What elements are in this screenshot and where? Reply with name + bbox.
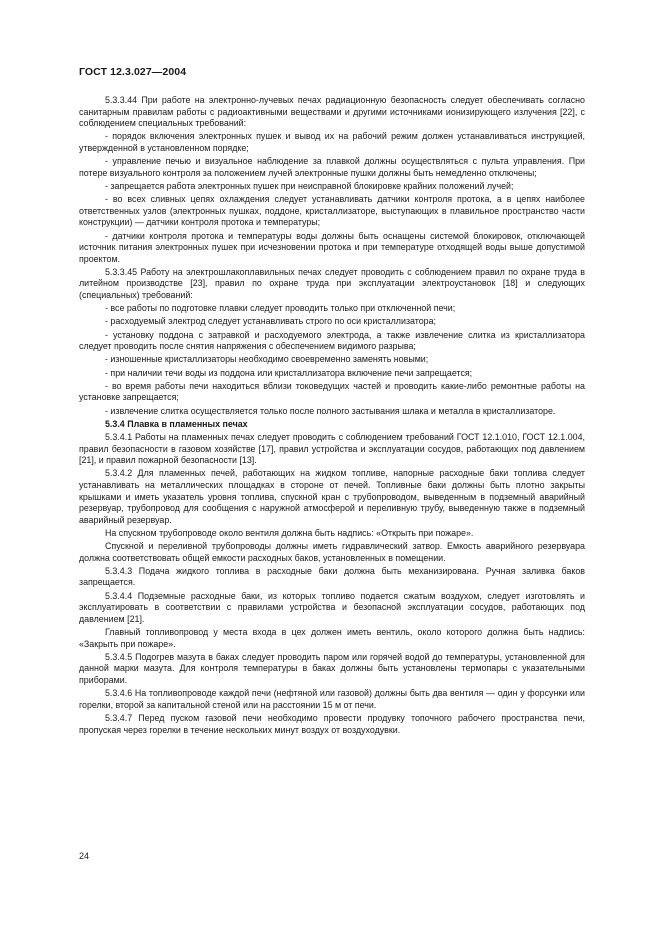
paragraph: 5.3.3.44 При работе на электронно-лучевых печах радиационную безопасность следует обеспечивать согласно санитарным правилам работы с радиоактивными веществами и другими источниками ионизирующего излучения [22], с соблюдением специальных требований: bbox=[79, 95, 585, 129]
paragraph: На спускном трубопроводе около вентиля должна быть надпись: «Открыть при пожаре». bbox=[105, 527, 474, 538]
page-number: 24 bbox=[79, 851, 90, 861]
list-item: - запрещается работа электронных пушек при неисправной блокировке крайних положений лучей; bbox=[105, 180, 514, 191]
list-item: - во время работы печи находиться вблизи токоведущих частей и проводить какие-либо ремонтные работы на установке запрещается; bbox=[79, 380, 585, 403]
list-item: - расходуемый электрод следует устанавливать строго по оси кристаллизатора; bbox=[105, 316, 436, 327]
paragraph: 5.3.4.4 Подземные расходные баки, из которых топливо подается сжатым воздухом, следует изготовлять и эксплуатировать в соответствии с правилами устройства и безопасной эксплуатации сосудов, работающих под давлением [21]. bbox=[79, 590, 585, 624]
list-item: - порядок включения электронных пушек и вывод их на рабочий режим должен устанавливаться инструкцией, утвержденной в установленном порядке; bbox=[79, 131, 585, 153]
document-body bbox=[79, 95, 585, 738]
paragraph: 5.3.4.7 Перед пуском газовой печи необходимо провести продувку топочного рабочего пространства печи, пропуская через горелки в течение нескольких минут воздух от воздуходувки. bbox=[79, 712, 585, 735]
paragraph: 5.3.4.5 Подогрев мазута в баках следует проводить паром или горячей водой до температуры, установленной для данной марки мазута. Для контроля температуры в баках должны быть установлены термопары с указательными приборами. bbox=[79, 651, 585, 685]
list-item: - установку поддона с затравкой и расходуемого электрода, а также извлечение слитка из кристаллизатора следует проводить после снятия напряжения с обеспечением видимого разрыва; bbox=[79, 329, 585, 352]
list-item: - датчики контроля протока и температуры воды должны быть оснащены системой блокировок, отключающей источник питания электронных пушек при исчезновении протока и при температуре отходящей воды выше допустимой проектом. bbox=[79, 230, 585, 264]
list-item: - извлечение слитка осуществляется только после полного застывания шлака и металла в кристаллизаторе. bbox=[105, 405, 556, 416]
section-heading: 5.3.4 Плавка в пламенных печах bbox=[105, 418, 248, 429]
list-item: - управление печью и визуальное наблюдение за плавкой должны осуществляться с пульта управления. При потере визуального контроля за положением лучей электронные пушки должны быть немедленно отключены; bbox=[79, 156, 585, 178]
paragraph: 5.3.4.6 На топливопроводе каждой печи (нефтяной или газовой) должны быть два вентиля — один у форсунки или горелки, второй за капитальной стеной или на расстоянии 15 м от печи. bbox=[79, 688, 585, 710]
list-item: - во всех сливных цепях охлаждения следует устанавливать датчики контроля протока, а в цепях наиболее ответственных узлов (электронных пушках, поддоне, кристаллизаторе, выступающих в плавильное пространство части конструкции) — датчики контроля протока и температуры; bbox=[79, 194, 585, 228]
list-item: - при наличии течи воды из поддона или кристаллизатора включение печи запрещается; bbox=[105, 367, 473, 378]
paragraph: 5.3.3.45 Работу на электрошлакоплавильных печах следует проводить с соблюдением правил по охране труда в литейном производстве [23], правил по охране труда при эксплуатации электроустановок [18] и следующих (специальных) требований: bbox=[79, 266, 585, 301]
document-header: ГОСТ 12.3.027—2004 bbox=[79, 66, 187, 78]
paragraph: 5.3.4.1 Работы на пламенных печах следует проводить с соблюдением требований ГОСТ 12.1.010, ГОСТ 12.1.004, правил безопасности в газовом хозяйстве [17], правил устройства и эксплуатации сосудов, работающих под давлением [21], и правил пожарной безопасности [13]. bbox=[79, 431, 585, 466]
list-item: - все работы по подготовке плавки следует проводить только при отключенной печи; bbox=[105, 303, 456, 314]
paragraph: Спускной и переливной трубопроводы должны иметь гидравлический затвор. Емкость аварийного резервуара должна соответствовать общей емкости расходных баков, установленных в помещении. bbox=[79, 541, 585, 563]
paragraph: 5.3.4.2 Для пламенных печей, работающих на жидком топливе, напорные расходные баки топлива следует устанавливать на металлических площадках в стороне от печей. Топливные баки должны быть плотно закрыты крышками и иметь указатель уровня топлива, спускной кран с трубопроводом, выведенным в подземный аварийный резервуар, трубопровод для сообщения с наружной атмосферой и переливную трубу, выведенную также в подземный аварийный резервуар. bbox=[79, 468, 585, 525]
list-item: - изношенные кристаллизаторы необходимо своевременно заменять новыми; bbox=[105, 354, 429, 365]
paragraph: Главный топливопровод у места входа в цех должен иметь вентиль, около которого должна быть надпись: «Закрыть при пожаре». bbox=[79, 627, 585, 649]
paragraph: 5.3.4.3 Подача жидкого топлива в расходные баки должна быть механизирована. Ручная заливка баков запрещается. bbox=[79, 565, 585, 588]
